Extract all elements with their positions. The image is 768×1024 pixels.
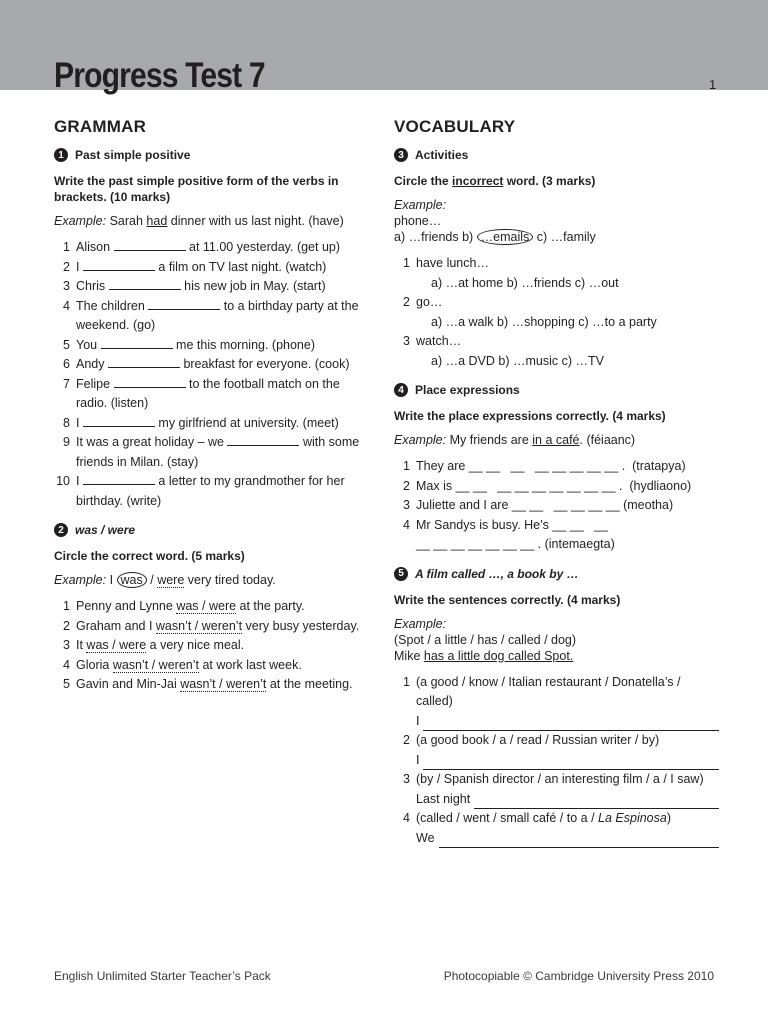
list-item	[394, 673, 719, 732]
exercise-2-items	[54, 597, 374, 695]
vocabulary-heading: VOCABULARY	[394, 117, 516, 136]
footer-right: Photocopiable © Cambridge University Press 2010	[443, 969, 714, 983]
item-text	[416, 770, 719, 809]
item-text-start: I	[76, 415, 83, 430]
exercise-4-items	[394, 457, 719, 555]
item-number: 1	[63, 240, 70, 254]
item-text	[416, 673, 719, 732]
item-text	[416, 293, 719, 332]
answer-line	[416, 712, 719, 732]
item-number: 4	[403, 811, 410, 825]
exercise-number-badge: 1	[54, 148, 68, 162]
item-text	[76, 472, 374, 511]
answer-blank[interactable]	[227, 434, 299, 446]
list-item	[394, 496, 719, 516]
word-choice[interactable]: wasn’t / weren’t	[112, 657, 199, 672]
item-text	[76, 636, 374, 656]
exercise-4-instruction: Write the place expressions correctly. (4 marks)	[394, 409, 666, 423]
exercise-3-items	[394, 254, 719, 371]
item-text	[76, 414, 374, 434]
answer-line	[416, 829, 719, 849]
item-number: 9	[63, 435, 70, 449]
exercise-1-items	[54, 238, 374, 511]
item-text-end: very busy yesterday.	[242, 618, 360, 633]
item-text-start: I	[76, 259, 83, 274]
word-choice[interactable]: wasn’t / weren’t	[180, 677, 267, 691]
exercise-number-badge: 2	[54, 523, 68, 537]
item-options[interactable]: a) …at home b) …friends c) …out	[431, 275, 619, 290]
item-number: 2	[403, 733, 410, 747]
item-number: 3	[403, 772, 410, 786]
item-text-end: at the meeting.	[266, 677, 353, 691]
list-item	[394, 254, 719, 293]
item-text-end: at the party.	[236, 599, 305, 613]
answer-start: Last night	[416, 791, 471, 806]
list-item	[54, 238, 374, 258]
item-text	[76, 675, 374, 695]
list-item	[394, 770, 719, 809]
item-number: 2	[403, 478, 410, 493]
answer-start: I	[416, 713, 420, 728]
answer-blank[interactable]	[148, 298, 220, 310]
answer-blank[interactable]	[474, 797, 719, 809]
item-text	[416, 254, 719, 293]
list-item	[394, 457, 719, 477]
item-text	[76, 277, 374, 297]
item-text-start: Penny and Lynne	[76, 599, 177, 613]
word-choice[interactable]: wasn’t / weren’t	[155, 618, 243, 633]
item-stem: have lunch…	[416, 256, 489, 270]
page-title: Progress Test 7	[54, 56, 265, 95]
item-text-start: Graham and I	[76, 618, 156, 633]
answer-blank[interactable]	[83, 259, 155, 271]
exercise-number-badge: 5	[394, 567, 408, 581]
vocabulary-column	[394, 117, 719, 848]
item-number: 3	[63, 638, 70, 652]
item-text-end: my girlfriend at university. (meet)	[154, 415, 339, 430]
item-prompt: (a good / know / Italian restaurant / Donatella’s / called)	[416, 674, 681, 708]
list-item	[54, 675, 374, 695]
item-prompt: (by / Spanish director / an interesting film / a / I saw)	[416, 772, 704, 786]
item-text	[416, 457, 719, 477]
item-text-start: Gloria	[76, 657, 113, 672]
item-number: 1	[63, 599, 70, 613]
item-line: Juliette and I are __ __ __ __ __ __ (meotha)	[416, 498, 674, 512]
list-item	[54, 277, 374, 297]
item-number: 7	[63, 376, 70, 391]
exercise-number-badge: 3	[394, 148, 408, 162]
item-number: 4	[63, 657, 70, 672]
item-text-start: Andy	[76, 357, 108, 371]
list-item	[394, 477, 719, 497]
exercise-3-title: 3 Activities	[394, 148, 719, 162]
exercise-1-title: 1 Past simple positive	[54, 148, 374, 162]
item-number: 1	[403, 674, 410, 689]
answer-blank[interactable]	[109, 278, 181, 290]
list-item	[394, 809, 719, 848]
item-number: 5	[63, 337, 70, 352]
answer-blank[interactable]	[83, 473, 155, 485]
item-text	[416, 731, 719, 770]
item-stem: watch…	[416, 334, 462, 348]
item-text-start: It	[76, 638, 87, 652]
exercise-5-example: Example: (Spot / a little / has / called / dog) Mike has a little dog called Spot.	[394, 616, 577, 663]
exercise-2-instruction: Circle the correct word. (5 marks)	[54, 549, 245, 563]
item-text-start: The children	[76, 298, 149, 313]
list-item	[54, 433, 374, 472]
item-number: 4	[403, 517, 410, 532]
list-item	[394, 516, 719, 555]
answer-blank[interactable]	[423, 719, 719, 731]
item-prompt	[416, 809, 719, 829]
answer-line	[416, 790, 719, 810]
item-text	[416, 809, 719, 848]
item-text	[76, 656, 374, 676]
list-item	[54, 336, 374, 356]
answer-blank[interactable]	[114, 239, 186, 251]
item-line-continued: __ __ __ __ __ __ __ . (intemaegta)	[416, 537, 615, 551]
item-line: They are __ __ __ __ __ __ __ __ . (tratapya)	[416, 459, 686, 473]
list-item	[54, 636, 374, 656]
list-item	[54, 617, 374, 637]
answer-blank[interactable]	[423, 758, 719, 770]
prompt-start: (called / went / small café / to a /	[416, 811, 599, 825]
answer-line	[416, 751, 719, 771]
item-number: 8	[63, 415, 70, 430]
item-number: 6	[63, 357, 70, 371]
exercise-5-items	[394, 673, 719, 849]
item-line: Max is __ __ __ __ __ __ __ __ __ . (hydliaono)	[416, 478, 692, 493]
word-choice[interactable]: was / were	[176, 599, 237, 613]
item-text	[76, 258, 374, 278]
item-text-start: Gavin and Min-Jai	[76, 677, 181, 691]
grammar-heading: GRAMMAR	[54, 117, 147, 136]
exercise-2-example: Example: I was / were very tired today.	[54, 573, 276, 587]
exercise-4-example: Example: My friends are in a café. (féiaanc)	[394, 433, 636, 447]
answer-start: We	[416, 830, 435, 845]
item-text-start: It was a great holiday – we	[76, 435, 228, 449]
item-prompt: (a good book / a / read / Russian writer / by)	[416, 733, 660, 747]
list-item	[54, 472, 374, 511]
item-text	[76, 336, 374, 356]
word-choice[interactable]: was / were	[86, 638, 147, 652]
item-text-end: breakfast for everyone. (cook)	[179, 357, 350, 371]
exercise-5-instruction: Write the sentences correctly. (4 marks)	[394, 592, 621, 607]
list-item	[54, 355, 374, 375]
item-text-start: Alison	[76, 240, 114, 254]
exercise-4-title: 4 Place expressions	[394, 383, 719, 397]
item-text-end: to the football match on the radio. (listen)	[76, 376, 340, 410]
item-text-end: a letter to my grandmother for her birthday. (write)	[76, 474, 345, 508]
item-number: 2	[63, 259, 70, 274]
list-item	[54, 597, 374, 617]
grammar-column	[54, 117, 374, 695]
list-item	[54, 258, 374, 278]
item-number: 1	[403, 459, 410, 473]
item-number: 2	[63, 618, 70, 633]
item-text-start: Felipe	[76, 376, 114, 391]
item-text-end: a film on TV last night. (watch)	[154, 259, 327, 274]
answer-blank[interactable]	[101, 337, 173, 349]
item-text-start: You	[76, 337, 101, 352]
item-text-end: at 11.00 yesterday. (get up)	[185, 240, 341, 254]
item-number: 5	[63, 677, 70, 691]
item-text	[76, 238, 374, 258]
item-text	[76, 297, 374, 336]
item-text	[76, 355, 374, 375]
item-text-end: a very nice meal.	[146, 638, 245, 652]
list-item	[394, 293, 719, 332]
list-item	[54, 297, 374, 336]
exercise-5-title: 5 A film called …, a book by …	[394, 567, 719, 581]
exercise-3-example: Example: phone… a) …friends b) …emails c) …family	[394, 198, 596, 244]
exercise-2-title: 2 was / were	[54, 523, 374, 537]
item-number: 3	[403, 334, 410, 348]
item-text	[416, 516, 719, 555]
item-options[interactable]: a) …a walk b) …shopping c) …to a party	[431, 314, 657, 329]
exercise-number-badge: 4	[394, 383, 408, 397]
item-line: Mr Sandys is busy. He’s __ __ __	[416, 517, 608, 532]
item-stem: go…	[416, 295, 443, 309]
list-item	[54, 656, 374, 676]
item-text-start: I	[76, 474, 83, 488]
item-text	[416, 496, 719, 516]
item-options[interactable]: a) …a DVD b) …music c) …TV	[431, 353, 604, 368]
prompt-italic: La Espinosa	[598, 811, 667, 825]
answer-blank[interactable]	[108, 356, 180, 368]
item-number: 10	[56, 474, 70, 488]
answer-blank[interactable]	[439, 836, 719, 848]
item-text	[416, 332, 719, 371]
exercise-1-instruction: Write the past simple positive form of the verbs in brackets. (10 marks)	[54, 174, 339, 204]
footer-left: English Unlimited Starter Teacher’s Pack	[54, 969, 271, 983]
item-text	[76, 597, 374, 617]
item-text	[76, 617, 374, 637]
item-number: 1	[403, 256, 410, 270]
item-text	[416, 477, 719, 497]
page-number: 1	[709, 77, 717, 92]
item-number: 2	[403, 295, 410, 309]
exercise-3-instruction: Circle the incorrect word. (3 marks)	[394, 174, 596, 188]
item-text-end: with some friends in Milan. (stay)	[76, 435, 360, 469]
item-text	[76, 433, 374, 472]
item-number: 4	[63, 298, 70, 313]
list-item	[54, 414, 374, 434]
answer-blank[interactable]	[114, 376, 186, 388]
item-text	[76, 375, 374, 414]
list-item	[394, 731, 719, 770]
item-text-end: his new job in May. (start)	[180, 279, 326, 293]
exercise-1-example: Example: Sarah had dinner with us last night. (have)	[54, 214, 344, 228]
item-text-end: at work last week.	[198, 657, 302, 672]
answer-start: I	[416, 752, 420, 767]
prompt-end: )	[666, 811, 672, 825]
answer-blank[interactable]	[83, 415, 155, 427]
item-number: 3	[403, 498, 410, 512]
item-text-end: to a birthday party at the weekend. (go)	[76, 298, 359, 332]
item-number: 3	[63, 279, 70, 293]
item-text-start: Chris	[76, 279, 109, 293]
list-item	[394, 332, 719, 371]
list-item	[54, 375, 374, 414]
item-text-end: me this morning. (phone)	[172, 337, 316, 352]
